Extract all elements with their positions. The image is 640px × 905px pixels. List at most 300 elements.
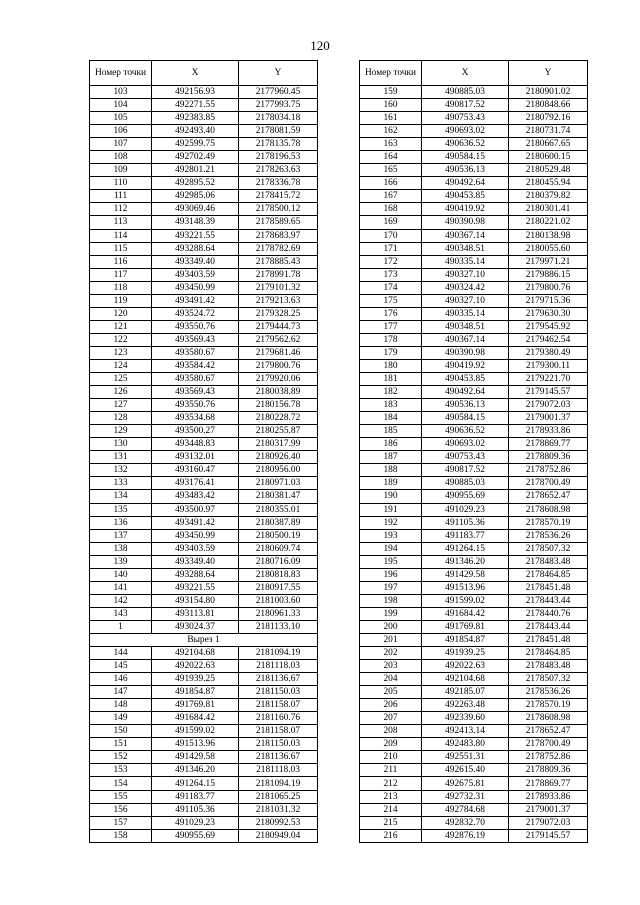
y-coordinate-cell: 2181158.07	[239, 699, 318, 712]
x-coordinate-cell: 492551.31	[422, 751, 509, 764]
table-row	[360, 477, 588, 490]
y-coordinate-cell: 2178570.19	[509, 699, 588, 712]
y-coordinate-cell: 2178500.12	[239, 203, 318, 216]
x-coordinate-cell: 490885.03	[422, 86, 509, 99]
table-row	[90, 516, 318, 529]
table-row	[90, 125, 318, 138]
y-coordinate-cell: 2178081.59	[239, 125, 318, 138]
y-coordinate-cell: 2178869.77	[509, 438, 588, 451]
table-row	[90, 607, 318, 620]
y-coordinate-cell: 2178135.78	[239, 138, 318, 151]
table-row	[90, 568, 318, 581]
point-number-cell: 120	[90, 307, 152, 320]
table-row	[360, 203, 588, 216]
y-coordinate-cell: 2181150.03	[239, 686, 318, 699]
x-coordinate-cell: 492702.49	[152, 151, 239, 164]
point-number-cell: 182	[360, 386, 422, 399]
y-coordinate-cell: 2179630.30	[509, 307, 588, 320]
y-coordinate-cell: 2179444.73	[239, 320, 318, 333]
y-coordinate-cell: 2180038.89	[239, 386, 318, 399]
point-number-cell: 148	[90, 699, 152, 712]
x-coordinate-cell: 490453.85	[422, 190, 509, 203]
table-row	[360, 503, 588, 516]
point-number-cell: 185	[360, 425, 422, 438]
table-row	[90, 777, 318, 790]
y-coordinate-cell: 2180848.66	[509, 99, 588, 112]
header-x: X	[152, 61, 239, 86]
point-number-cell: 196	[360, 568, 422, 581]
y-coordinate-cell: 2180961.33	[239, 607, 318, 620]
point-number-cell: 147	[90, 686, 152, 699]
y-coordinate-cell: 2181065.25	[239, 790, 318, 803]
y-coordinate-cell: 2178700.49	[509, 738, 588, 751]
table-row	[90, 86, 318, 99]
point-number-cell: 159	[360, 86, 422, 99]
table-row	[360, 177, 588, 190]
x-coordinate-cell: 491183.77	[422, 529, 509, 542]
x-coordinate-cell: 493450.99	[152, 529, 239, 542]
y-coordinate-cell: 2178885.43	[239, 255, 318, 268]
table-row	[90, 255, 318, 268]
table-row	[90, 699, 318, 712]
y-coordinate-cell: 2178683.97	[239, 229, 318, 242]
y-coordinate-cell: 2178869.77	[509, 777, 588, 790]
x-coordinate-cell: 490817.52	[422, 99, 509, 112]
y-coordinate-cell: 2180926.40	[239, 451, 318, 464]
table-row	[90, 738, 318, 751]
y-coordinate-cell: 2178507.32	[509, 673, 588, 686]
table-row	[90, 438, 318, 451]
point-number-cell: 106	[90, 125, 152, 138]
x-coordinate-cell: 491513.96	[152, 738, 239, 751]
point-number-cell: 119	[90, 294, 152, 307]
x-coordinate-cell: 491854.87	[422, 633, 509, 646]
x-coordinate-cell: 490348.51	[422, 242, 509, 255]
x-coordinate-cell: 492383.85	[152, 112, 239, 125]
y-coordinate-cell: 2179213.63	[239, 294, 318, 307]
y-coordinate-cell: 2179886.15	[509, 268, 588, 281]
y-coordinate-cell: 2178034.18	[239, 112, 318, 125]
table-row	[360, 99, 588, 112]
table-row	[90, 647, 318, 660]
point-number-cell: 152	[90, 751, 152, 764]
x-coordinate-cell: 492104.68	[422, 673, 509, 686]
x-coordinate-cell: 490492.64	[422, 177, 509, 190]
point-number-cell: 104	[90, 99, 152, 112]
point-number-cell: 123	[90, 346, 152, 359]
y-coordinate-cell: 2181094.19	[239, 777, 318, 790]
point-number-cell: 134	[90, 490, 152, 503]
y-coordinate-cell: 2179300.11	[509, 359, 588, 372]
x-coordinate-cell: 491684.42	[152, 712, 239, 725]
x-coordinate-cell: 492801.21	[152, 164, 239, 177]
y-coordinate-cell: 2178451.48	[509, 633, 588, 646]
x-coordinate-cell: 493148.39	[152, 216, 239, 229]
point-number-cell: 130	[90, 438, 152, 451]
table-row	[90, 725, 318, 738]
point-number-cell: 141	[90, 581, 152, 594]
point-number-cell: 161	[360, 112, 422, 125]
y-coordinate-cell: 2180301.41	[509, 203, 588, 216]
y-coordinate-cell: 2180381.47	[239, 490, 318, 503]
x-coordinate-cell: 490753.43	[422, 451, 509, 464]
left-coordinates-table	[89, 60, 318, 843]
table-row	[360, 790, 588, 803]
point-number-cell: 201	[360, 633, 422, 646]
point-number-cell: 174	[360, 281, 422, 294]
x-coordinate-cell: 490753.43	[422, 112, 509, 125]
point-number-cell: 149	[90, 712, 152, 725]
point-number-cell: 215	[360, 816, 422, 829]
point-number-cell: 175	[360, 294, 422, 307]
point-number-cell: 158	[90, 829, 152, 842]
table-row	[90, 190, 318, 203]
x-coordinate-cell: 490693.02	[422, 125, 509, 138]
y-coordinate-cell: 2178608.98	[509, 503, 588, 516]
table-row	[360, 555, 588, 568]
x-coordinate-cell: 491854.87	[152, 686, 239, 699]
point-number-cell: 140	[90, 568, 152, 581]
table-row	[360, 673, 588, 686]
y-coordinate-cell: 2179545.92	[509, 320, 588, 333]
table-row	[360, 516, 588, 529]
point-number-cell: 145	[90, 660, 152, 673]
point-number-cell: 135	[90, 503, 152, 516]
point-number-cell: 111	[90, 190, 152, 203]
y-coordinate-cell: 2180156.78	[239, 399, 318, 412]
y-coordinate-cell: 2180917.55	[239, 581, 318, 594]
x-coordinate-cell: 493403.59	[152, 268, 239, 281]
y-coordinate-cell: 2180901.02	[509, 86, 588, 99]
section-row	[90, 633, 318, 646]
y-coordinate-cell: 2180255.87	[239, 425, 318, 438]
y-coordinate-cell: 2178570.19	[509, 516, 588, 529]
point-number-cell: 133	[90, 477, 152, 490]
table-row	[360, 386, 588, 399]
table-row	[360, 816, 588, 829]
table-row	[90, 764, 318, 777]
point-number-cell: 124	[90, 359, 152, 372]
y-coordinate-cell: 2178443.44	[509, 594, 588, 607]
x-coordinate-cell: 491599.02	[422, 594, 509, 607]
point-number-cell: 156	[90, 803, 152, 816]
x-coordinate-cell: 491264.15	[422, 542, 509, 555]
x-coordinate-cell: 493132.01	[152, 451, 239, 464]
table-row	[90, 281, 318, 294]
point-number-cell: 178	[360, 333, 422, 346]
point-number-cell: 179	[360, 346, 422, 359]
point-number-cell: 116	[90, 255, 152, 268]
x-coordinate-cell: 490453.85	[422, 373, 509, 386]
x-coordinate-cell: 493450.99	[152, 281, 239, 294]
point-number-cell: 198	[360, 594, 422, 607]
point-number-cell: 103	[90, 86, 152, 99]
y-coordinate-cell: 2178652.47	[509, 490, 588, 503]
point-number-cell: 153	[90, 764, 152, 777]
point-number-cell: 143	[90, 607, 152, 620]
point-number-cell: 187	[360, 451, 422, 464]
x-coordinate-cell: 492022.63	[422, 660, 509, 673]
header-x: X	[422, 61, 509, 86]
y-coordinate-cell: 2181160.76	[239, 712, 318, 725]
y-coordinate-cell: 2180221.02	[509, 216, 588, 229]
point-number-cell: 166	[360, 177, 422, 190]
x-coordinate-cell: 493349.40	[152, 255, 239, 268]
x-coordinate-cell: 490885.03	[422, 477, 509, 490]
table-row	[360, 633, 588, 646]
point-number-cell: 170	[360, 229, 422, 242]
table-row	[360, 803, 588, 816]
y-coordinate-cell: 2181118.03	[239, 764, 318, 777]
point-number-cell: 137	[90, 529, 152, 542]
x-coordinate-cell: 490955.69	[422, 490, 509, 503]
point-number-cell: 139	[90, 555, 152, 568]
table-row	[90, 216, 318, 229]
table-row	[90, 464, 318, 477]
point-number-cell: 114	[90, 229, 152, 242]
header-point-no: Номер точки	[360, 61, 422, 86]
x-coordinate-cell: 492022.63	[152, 660, 239, 673]
table-row	[90, 542, 318, 555]
x-coordinate-cell: 492263.48	[422, 699, 509, 712]
y-coordinate-cell: 2178536.26	[509, 529, 588, 542]
table-row	[90, 790, 318, 803]
x-coordinate-cell: 491105.36	[422, 516, 509, 529]
y-coordinate-cell: 2180600.15	[509, 151, 588, 164]
point-number-cell: 194	[360, 542, 422, 555]
point-number-cell: 126	[90, 386, 152, 399]
x-coordinate-cell: 490636.52	[422, 425, 509, 438]
y-coordinate-cell: 2177993.75	[239, 99, 318, 112]
point-number-cell: 176	[360, 307, 422, 320]
x-coordinate-cell: 491513.96	[422, 581, 509, 594]
point-number-cell: 105	[90, 112, 152, 125]
point-number-cell: 136	[90, 516, 152, 529]
y-coordinate-cell: 2180956.00	[239, 464, 318, 477]
x-coordinate-cell: 492876.19	[422, 829, 509, 842]
point-number-cell: 190	[360, 490, 422, 503]
y-coordinate-cell: 2179800.76	[509, 281, 588, 294]
y-coordinate-cell: 2178752.86	[509, 464, 588, 477]
point-number-cell: 183	[360, 399, 422, 412]
section-label: Вырез 1	[90, 633, 318, 646]
y-coordinate-cell: 2178933.86	[509, 790, 588, 803]
table-row	[90, 294, 318, 307]
table-row	[360, 607, 588, 620]
table-row	[90, 555, 318, 568]
x-coordinate-cell: 490693.02	[422, 438, 509, 451]
table-row	[360, 647, 588, 660]
header-y: Y	[239, 61, 318, 86]
y-coordinate-cell: 2180138.98	[509, 229, 588, 242]
point-number-cell: 127	[90, 399, 152, 412]
x-coordinate-cell: 493500.97	[152, 503, 239, 516]
table-row	[360, 712, 588, 725]
y-coordinate-cell: 2180055.60	[509, 242, 588, 255]
y-coordinate-cell: 2179145.57	[509, 386, 588, 399]
y-coordinate-cell: 2178652.47	[509, 725, 588, 738]
x-coordinate-cell: 493569.43	[152, 333, 239, 346]
x-coordinate-cell: 490348.51	[422, 320, 509, 333]
point-number-cell: 210	[360, 751, 422, 764]
table-row	[90, 373, 318, 386]
x-coordinate-cell: 490367.14	[422, 229, 509, 242]
point-number-cell: 121	[90, 320, 152, 333]
table-row	[90, 333, 318, 346]
header-y: Y	[509, 61, 588, 86]
point-number-cell: 129	[90, 425, 152, 438]
point-number-cell: 131	[90, 451, 152, 464]
y-coordinate-cell: 2178589.65	[239, 216, 318, 229]
header-row	[90, 61, 318, 86]
table-row	[360, 542, 588, 555]
point-number-cell: 109	[90, 164, 152, 177]
table-row	[360, 777, 588, 790]
point-number-cell: 164	[360, 151, 422, 164]
y-coordinate-cell: 2180716.09	[239, 555, 318, 568]
x-coordinate-cell: 490419.92	[422, 359, 509, 372]
header-point-no: Номер точки	[90, 61, 152, 86]
table-row	[360, 725, 588, 738]
y-coordinate-cell: 2181150.03	[239, 738, 318, 751]
y-coordinate-cell: 2181118.03	[239, 660, 318, 673]
y-coordinate-cell: 2180992.53	[239, 816, 318, 829]
y-coordinate-cell: 2178608.98	[509, 712, 588, 725]
x-coordinate-cell: 492615.40	[422, 764, 509, 777]
table-row	[360, 490, 588, 503]
point-number-cell: 167	[360, 190, 422, 203]
table-row	[360, 438, 588, 451]
y-coordinate-cell: 2178440.76	[509, 607, 588, 620]
y-coordinate-cell: 2178415.72	[239, 190, 318, 203]
x-coordinate-cell: 492483.80	[422, 738, 509, 751]
x-coordinate-cell: 490584.15	[422, 151, 509, 164]
y-coordinate-cell: 2178451.48	[509, 581, 588, 594]
y-coordinate-cell: 2179800.76	[239, 359, 318, 372]
y-coordinate-cell: 2179380.49	[509, 346, 588, 359]
table-row	[360, 333, 588, 346]
table-row	[360, 190, 588, 203]
y-coordinate-cell: 2178507.32	[509, 542, 588, 555]
table-row	[360, 346, 588, 359]
table-row	[90, 816, 318, 829]
table-row	[360, 738, 588, 751]
table-row	[90, 686, 318, 699]
x-coordinate-cell: 493550.76	[152, 399, 239, 412]
y-coordinate-cell: 2178752.86	[509, 751, 588, 764]
point-number-cell: 180	[360, 359, 422, 372]
point-number-cell: 144	[90, 647, 152, 660]
table-row	[90, 164, 318, 177]
y-coordinate-cell: 2178782.69	[239, 242, 318, 255]
y-coordinate-cell: 2178196.53	[239, 151, 318, 164]
table-row	[360, 425, 588, 438]
x-coordinate-cell: 492413.14	[422, 725, 509, 738]
table-row	[360, 529, 588, 542]
table-row	[90, 477, 318, 490]
y-coordinate-cell: 2180379.82	[509, 190, 588, 203]
table-row	[360, 229, 588, 242]
x-coordinate-cell: 492104.68	[152, 647, 239, 660]
table-row	[360, 399, 588, 412]
point-number-cell: 216	[360, 829, 422, 842]
point-number-cell: 154	[90, 777, 152, 790]
y-coordinate-cell: 2178263.63	[239, 164, 318, 177]
point-number-cell: 177	[360, 320, 422, 333]
x-coordinate-cell: 490335.14	[422, 307, 509, 320]
point-number-cell: 110	[90, 177, 152, 190]
point-number-cell: 212	[360, 777, 422, 790]
y-coordinate-cell: 2181133.10	[239, 620, 318, 633]
table-row	[90, 346, 318, 359]
point-number-cell: 213	[360, 790, 422, 803]
point-number-cell: 125	[90, 373, 152, 386]
point-number-cell: 208	[360, 725, 422, 738]
table-row	[90, 242, 318, 255]
x-coordinate-cell: 490327.10	[422, 294, 509, 307]
table-row	[360, 581, 588, 594]
point-number-cell: 186	[360, 438, 422, 451]
x-coordinate-cell: 491599.02	[152, 725, 239, 738]
x-coordinate-cell: 492599.75	[152, 138, 239, 151]
table-row	[90, 203, 318, 216]
x-coordinate-cell: 493024.37	[152, 620, 239, 633]
y-coordinate-cell: 2179920.06	[239, 373, 318, 386]
x-coordinate-cell: 493580.67	[152, 373, 239, 386]
y-coordinate-cell: 2179462.54	[509, 333, 588, 346]
y-coordinate-cell: 2178336.78	[239, 177, 318, 190]
x-coordinate-cell: 493500.27	[152, 425, 239, 438]
x-coordinate-cell: 491346.20	[152, 764, 239, 777]
x-coordinate-cell: 492985.06	[152, 190, 239, 203]
x-coordinate-cell: 492832.70	[422, 816, 509, 829]
point-number-cell: 163	[360, 138, 422, 151]
y-coordinate-cell: 2179001.37	[509, 803, 588, 816]
y-coordinate-cell: 2179001.37	[509, 412, 588, 425]
table-row	[360, 359, 588, 372]
x-coordinate-cell: 492271.55	[152, 99, 239, 112]
y-coordinate-cell: 2180949.04	[239, 829, 318, 842]
table-row	[360, 464, 588, 477]
x-coordinate-cell: 493221.55	[152, 581, 239, 594]
y-coordinate-cell: 2178464.85	[509, 568, 588, 581]
point-number-cell: 171	[360, 242, 422, 255]
x-coordinate-cell: 492784.68	[422, 803, 509, 816]
y-coordinate-cell: 2179145.57	[509, 829, 588, 842]
x-coordinate-cell: 490636.52	[422, 138, 509, 151]
x-coordinate-cell: 491105.36	[152, 803, 239, 816]
table-row	[90, 307, 318, 320]
y-coordinate-cell: 2181094.19	[239, 647, 318, 660]
table-row	[360, 216, 588, 229]
table-row	[90, 581, 318, 594]
point-number-cell: 189	[360, 477, 422, 490]
table-row	[360, 294, 588, 307]
x-coordinate-cell: 490367.14	[422, 333, 509, 346]
x-coordinate-cell: 490817.52	[422, 464, 509, 477]
point-number-cell: 162	[360, 125, 422, 138]
table-row	[90, 620, 318, 633]
table-row	[90, 829, 318, 842]
table-row	[360, 281, 588, 294]
y-coordinate-cell: 2178536.26	[509, 686, 588, 699]
x-coordinate-cell: 491429.58	[152, 751, 239, 764]
x-coordinate-cell: 491769.81	[422, 620, 509, 633]
table-row	[360, 620, 588, 633]
table-row	[90, 425, 318, 438]
x-coordinate-cell: 492493.40	[152, 125, 239, 138]
y-coordinate-cell: 2180667.65	[509, 138, 588, 151]
